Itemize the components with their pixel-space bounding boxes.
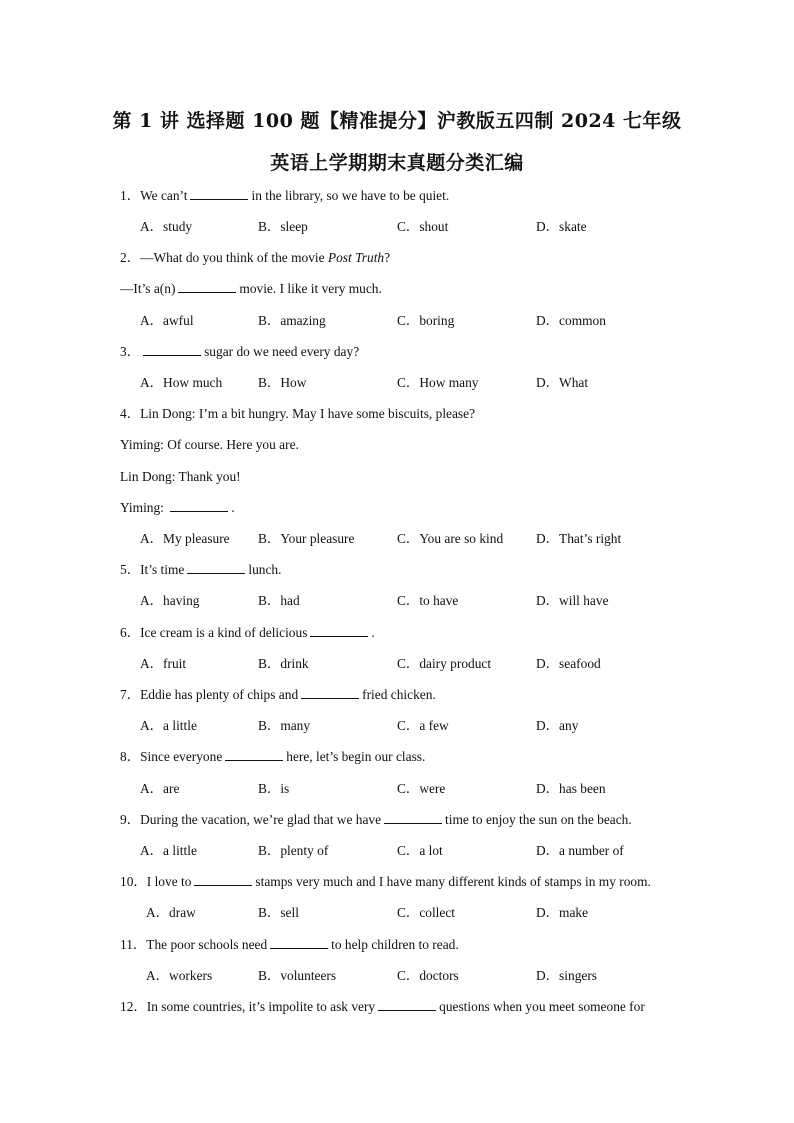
page-title-line-1: 第 1 讲 选择题 100 题【精准提分】沪教版五四制 2024 七年级 bbox=[112, 110, 682, 132]
question-4-line-4: Yiming: . bbox=[120, 500, 235, 515]
q8-option-d: D．has been bbox=[536, 781, 606, 796]
question-4-line-2: Yiming: Of course. Here you are. bbox=[120, 437, 299, 452]
answer-blank bbox=[270, 936, 328, 949]
answer-blank bbox=[143, 343, 201, 356]
q11-option-a: A．workers bbox=[146, 968, 213, 983]
question-4-line-3: Lin Dong: Thank you! bbox=[120, 469, 241, 484]
q1-option-d: D．skate bbox=[536, 219, 587, 234]
answer-blank bbox=[384, 811, 442, 824]
q9-option-b: B．plenty of bbox=[258, 843, 329, 858]
question-4: 4．Lin Dong: I’m a bit hungry. May I have some biscuits, please? bbox=[120, 406, 476, 421]
q3-option-d: D．What bbox=[536, 375, 589, 390]
question-2: 2．—What do you think of the movie Post Truth? bbox=[120, 250, 391, 265]
q9-option-a: A．a little bbox=[140, 843, 197, 858]
q10-option-c: C．collect bbox=[397, 905, 456, 920]
q5-option-d: D．will have bbox=[536, 593, 609, 608]
question-11: 11．The poor schools need to help children to read. bbox=[120, 937, 459, 952]
q1-option-b: B．sleep bbox=[258, 219, 308, 234]
q11-option-d: D．singers bbox=[536, 968, 597, 983]
q6-option-a: A．fruit bbox=[140, 656, 187, 671]
answer-blank bbox=[310, 624, 368, 637]
q4-option-c: C．You are so kind bbox=[397, 531, 504, 546]
q11-option-b: B．volunteers bbox=[258, 968, 337, 983]
answer-blank bbox=[178, 280, 236, 293]
q5-option-c: C．to have bbox=[397, 593, 459, 608]
q9-option-c: C．a lot bbox=[397, 843, 443, 858]
q8-option-c: C．were bbox=[397, 781, 446, 796]
q2-option-a: A．awful bbox=[140, 313, 194, 328]
q4-option-d: D．That’s right bbox=[536, 531, 622, 546]
q6-option-c: C．dairy product bbox=[397, 656, 492, 671]
page-title-line-2: 英语上学期期末真题分类汇编 bbox=[270, 152, 524, 174]
q7-option-d: D．any bbox=[536, 718, 579, 733]
answer-blank bbox=[187, 561, 245, 574]
q6-option-b: B．drink bbox=[258, 656, 309, 671]
answer-blank bbox=[190, 187, 248, 200]
q2-option-d: D．common bbox=[536, 313, 606, 328]
q1-option-a: A．study bbox=[140, 219, 193, 234]
q7-option-c: C．a few bbox=[397, 718, 449, 733]
q3-option-a: A．How much bbox=[140, 375, 223, 390]
question-5: 5．It’s time lunch. bbox=[120, 562, 282, 577]
q2-option-b: B．amazing bbox=[258, 313, 326, 328]
answer-blank bbox=[194, 873, 252, 886]
q8-option-a: A．are bbox=[140, 781, 180, 796]
q10-option-a: A．draw bbox=[146, 905, 196, 920]
answer-blank bbox=[225, 748, 283, 761]
q6-option-d: D．seafood bbox=[536, 656, 601, 671]
q5-option-b: B．had bbox=[258, 593, 300, 608]
q7-option-a: A．a little bbox=[140, 718, 197, 733]
question-1: 1．We can’t in the library, so we have to be quiet. bbox=[120, 188, 450, 203]
question-3: 3． sugar do we need every day? bbox=[120, 344, 360, 359]
q3-option-c: C．How many bbox=[397, 375, 479, 390]
q3-option-b: B．How bbox=[258, 375, 307, 390]
q4-option-b: B．Your pleasure bbox=[258, 531, 355, 546]
q11-option-c: C．doctors bbox=[397, 968, 459, 983]
q4-option-a: A．My pleasure bbox=[140, 531, 230, 546]
q1-option-c: C．shout bbox=[397, 219, 449, 234]
q10-option-b: B．sell bbox=[258, 905, 299, 920]
question-8: 8．Since everyone here, let’s begin our class. bbox=[120, 749, 426, 764]
q10-option-d: D．make bbox=[536, 905, 589, 920]
question-10: 10．I love to stamps very much and I have many different kinds of stamps in my room. bbox=[120, 874, 651, 889]
q7-option-b: B．many bbox=[258, 718, 311, 733]
answer-blank bbox=[170, 499, 228, 512]
question-2-reply: —It’s a(n) movie. I like it very much. bbox=[120, 281, 382, 296]
q8-option-b: B．is bbox=[258, 781, 290, 796]
question-12: 12．In some countries, it’s impolite to ask very questions when you meet someone for bbox=[120, 999, 645, 1014]
question-6: 6．Ice cream is a kind of delicious . bbox=[120, 625, 375, 640]
q2-option-c: C．boring bbox=[397, 313, 455, 328]
q5-option-a: A．having bbox=[140, 593, 200, 608]
q9-option-d: D．a number of bbox=[536, 843, 624, 858]
question-9: 9．During the vacation, we’re glad that we have time to enjoy the sun on the beach. bbox=[120, 812, 632, 827]
question-7: 7．Eddie has plenty of chips and fried chicken. bbox=[120, 687, 436, 702]
answer-blank bbox=[301, 686, 359, 699]
answer-blank bbox=[378, 998, 436, 1011]
